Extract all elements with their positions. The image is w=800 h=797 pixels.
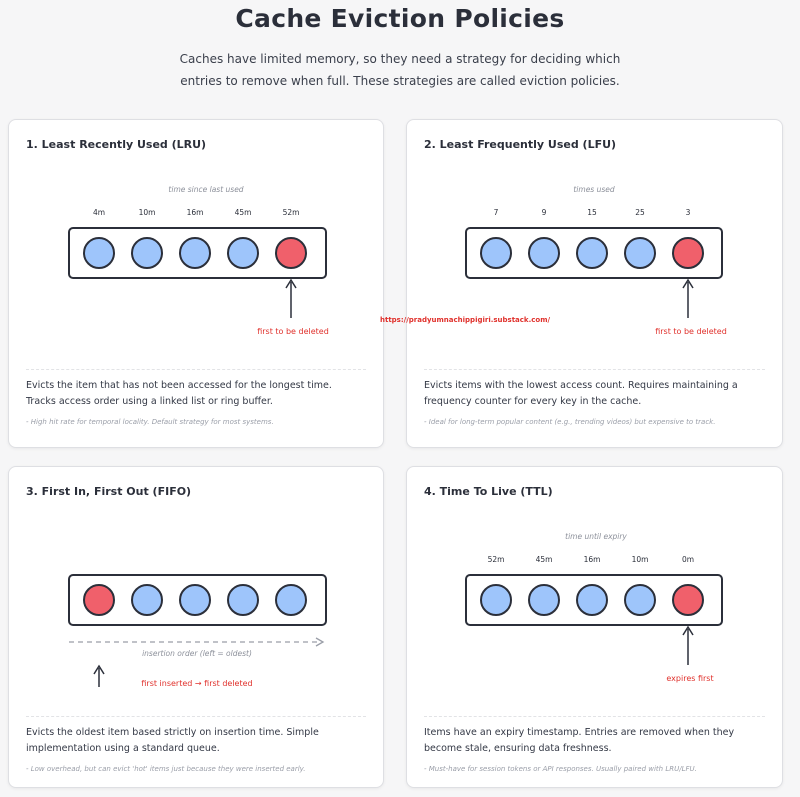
divider [26, 716, 366, 717]
evicted-slot [276, 238, 306, 268]
slot-label: 0m [681, 555, 695, 564]
slot-label: 10m [138, 208, 156, 217]
slot-label: 45m [234, 208, 252, 217]
evicted-slot [84, 585, 114, 615]
cache-slot [132, 238, 162, 268]
policy-card-lfu [406, 119, 783, 448]
page-title: Cache Eviction Policies [235, 4, 565, 33]
evicted-slot [673, 238, 703, 268]
policy-title: 4. Time To Live (TTL) [424, 485, 553, 498]
pointer-label: first to be deleted [655, 327, 727, 336]
slot-label: 9 [541, 208, 547, 217]
policy-title: 1. Least Recently Used (LRU) [26, 138, 207, 151]
policy-description: Evicts items with the lowest access count. Requires maintaining a frequency counter for every key in the cache. [424, 380, 738, 407]
cache-slot [180, 585, 210, 615]
axis-caption: times used [573, 185, 615, 194]
policy-note: - Low overhead, but can evict 'hot' items just because they were inserted early. [26, 765, 306, 773]
policy-description: Evicts the oldest item based strictly on insertion time. Simple implementation using a standard queue. [26, 727, 319, 754]
policy-card-fifo [8, 466, 384, 788]
slot-label: 3 [685, 208, 691, 217]
cache-slot [529, 238, 559, 268]
slot-label: 25 [635, 208, 645, 217]
cache-slot [625, 585, 655, 615]
cache-slot [481, 585, 511, 615]
slot-label: 45m [535, 555, 553, 564]
slot-label: 52m [487, 555, 505, 564]
policy-title: 2. Least Frequently Used (LFU) [424, 138, 617, 151]
pointer-label: expires first [666, 674, 714, 683]
pointer-label: first inserted → first deleted [141, 679, 253, 688]
insertion-order-arrowhead [316, 638, 323, 646]
slot-label: 10m [631, 555, 649, 564]
axis-caption: insertion order (left = oldest) [142, 649, 252, 658]
axis-caption: time since last used [168, 185, 244, 194]
slot-label: 4m [92, 208, 106, 217]
policy-description: Items have an expiry timestamp. Entries are removed when they become stale, ensuring data freshness. [424, 727, 735, 754]
cache-slot [481, 238, 511, 268]
slot-label: 16m [583, 555, 601, 564]
policy-card-lru [8, 119, 384, 448]
slot-label: 7 [493, 208, 499, 217]
cache-slot [132, 585, 162, 615]
cache-slot [625, 238, 655, 268]
cache-slot [276, 585, 306, 615]
cache-slot [180, 238, 210, 268]
cache-slot [228, 238, 258, 268]
cache-slot [577, 238, 607, 268]
divider [424, 716, 765, 717]
policy-note: - Ideal for long-term popular content (e.g., trending videos) but expensive to track. [424, 418, 716, 426]
cache-slot [84, 238, 114, 268]
pointer-label: first to be deleted [257, 327, 329, 336]
evicted-slot [673, 585, 703, 615]
watermark-url: https://pradyumnachippigiri.substack.com/ [380, 316, 551, 324]
cache-slot [529, 585, 559, 615]
policy-card-ttl [406, 466, 783, 788]
divider [424, 369, 765, 370]
policy-note: - High hit rate for temporal locality. Default strategy for most systems. [26, 418, 274, 426]
axis-caption: time until expiry [565, 532, 627, 541]
cache-slot [228, 585, 258, 615]
policy-description: Evicts the item that has not been accessed for the longest time. Tracks access order using a linked list or ring buffer. [26, 380, 332, 407]
policy-note: - Must-have for session tokens or API responses. Usually paired with LRU/LFU. [424, 765, 697, 773]
page-subtitle: Caches have limited memory, so they need a strategy for deciding which entries to remove when full. These strategies are called eviction policies. [179, 52, 621, 88]
slot-label: 16m [186, 208, 204, 217]
policy-title: 3. First In, First Out (FIFO) [26, 485, 192, 498]
slot-label: 52m [282, 208, 300, 217]
slot-label: 15 [587, 208, 597, 217]
divider [26, 369, 366, 370]
cache-slot [577, 585, 607, 615]
